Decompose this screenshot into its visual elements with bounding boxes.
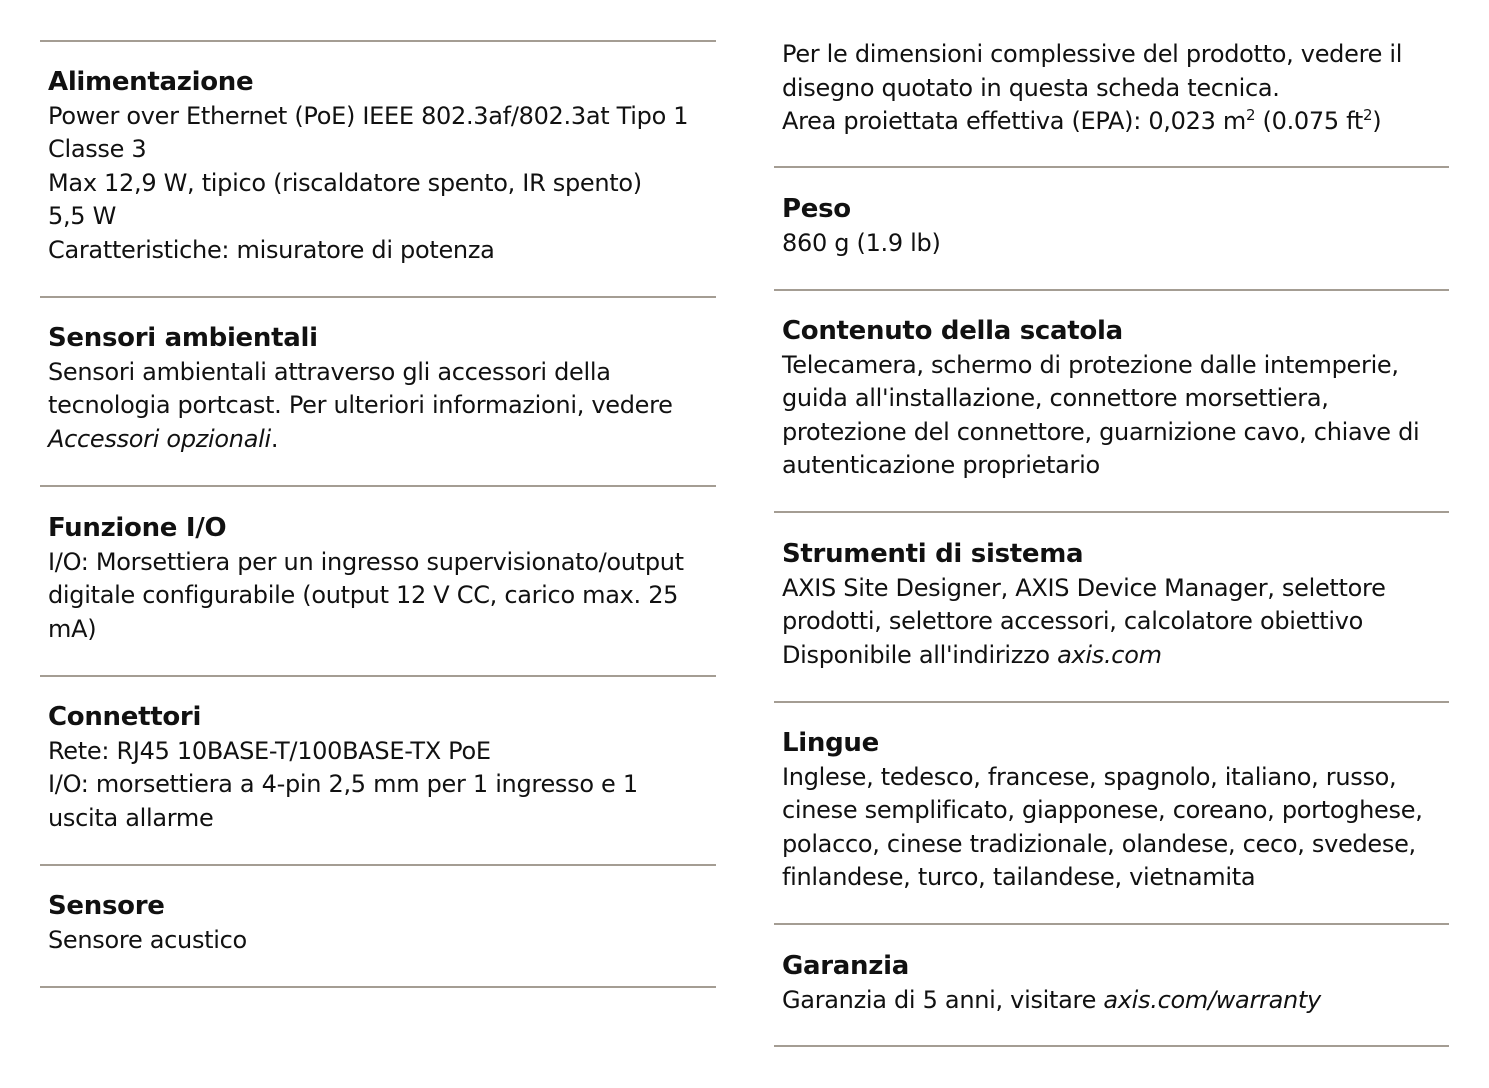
section-lingue	[782, 727, 1449, 895]
epa-suffix: )	[1372, 107, 1382, 135]
spec-line: Power over Ethernet (PoE) IEEE 802.3af/802.3at Tipo 1	[48, 101, 689, 130]
accessori-opzionali-link[interactable]: Accessori opzionali	[48, 424, 271, 453]
section-divider	[40, 40, 716, 42]
section-divider	[40, 864, 716, 866]
spec-line: protezione del connettore, guarnizione cavo, chiave di	[782, 417, 1420, 446]
section-divider	[774, 166, 1449, 168]
spec-line: 860 g (1.9 lb)	[782, 228, 941, 257]
section-strumenti	[782, 538, 1449, 672]
superscript: 2	[1363, 106, 1373, 124]
section-divider	[774, 701, 1449, 703]
spec-line: tecnologia portcast. Per ulteriori informazioni, vedere	[48, 391, 673, 419]
section-heading: Sensore	[48, 891, 165, 921]
spec-line: Caratteristiche: misuratore di potenza	[48, 235, 495, 264]
spec-line: Rete: RJ45 10BASE-T/100BASE-TX PoE	[48, 736, 491, 765]
spec-line: polacco, cinese tradizionale, olandese, ceco, svedese,	[782, 829, 1416, 858]
section-funzione-io	[48, 512, 716, 646]
spec-line	[782, 984, 1449, 1018]
spec-line: I/O: morsettiera a 4-pin 2,5 mm per 1 ingresso e 1	[48, 770, 638, 798]
section-heading: Garanzia	[782, 951, 909, 981]
section-heading: Sensori ambientali	[48, 323, 318, 353]
spec-line: digitale configurabile (output 12 V CC, carico max. 25	[48, 581, 679, 609]
spec-line	[782, 639, 1449, 673]
spec-line: uscita allarme	[48, 803, 214, 832]
spec-line: cinese semplificato, giapponese, coreano, portoghese,	[782, 796, 1423, 824]
section-divider	[774, 1045, 1449, 1047]
superscript: 2	[1245, 106, 1256, 124]
section-divider	[40, 675, 716, 677]
availability-prefix: Disponibile all'indirizzo	[782, 640, 1058, 669]
spec-line: Telecamera, schermo di protezione dalle intemperie,	[782, 350, 1399, 379]
section-heading: Contenuto della scatola	[782, 316, 1123, 346]
spec-line: mA)	[48, 614, 97, 643]
warranty-link[interactable]: axis.com/warranty	[1103, 985, 1321, 1014]
epa-middle: (0.075 ft	[1255, 107, 1363, 135]
section-heading: Funzione I/O	[48, 513, 227, 543]
section-sensore	[48, 890, 716, 957]
spec-line: autenticazione proprietario	[782, 451, 1100, 479]
spec-line: Sensore acustico	[48, 925, 247, 954]
section-peso	[782, 193, 1449, 260]
spec-line: Inglese, tedesco, francese, spagnolo, italiano, russo,	[782, 762, 1397, 791]
section-divider	[40, 986, 716, 988]
link-suffix: .	[270, 424, 279, 453]
spec-line: disegno quotato in questa scheda tecnica.	[782, 73, 1280, 102]
section-heading: Connettori	[48, 702, 202, 732]
section-divider	[40, 296, 716, 298]
axis-com-link[interactable]: axis.com	[1057, 640, 1162, 669]
spec-line: guida all'installazione, connettore morsettiera,	[782, 384, 1329, 412]
spec-line	[48, 423, 716, 457]
spec-line: Classe 3	[48, 135, 147, 163]
section-connettori	[48, 701, 716, 835]
section-divider	[774, 289, 1449, 291]
section-divider	[774, 511, 1449, 513]
spec-line: Per le dimensioni complessive del prodotto, vedere il	[782, 40, 1403, 68]
section-divider	[774, 923, 1449, 925]
spec-line: I/O: Morsettiera per un ingresso supervisionato/output	[48, 547, 684, 576]
spec-line: 5,5 W	[48, 202, 117, 230]
section-dimensioni	[782, 38, 1449, 139]
section-heading: Peso	[782, 194, 851, 224]
epa-line	[782, 105, 1449, 139]
section-contenuto	[782, 315, 1449, 483]
spec-line: AXIS Site Designer, AXIS Device Manager, selettore	[782, 573, 1386, 602]
epa-prefix: Area proiettata effettiva (EPA): 0,023 m	[782, 107, 1246, 135]
section-alimentazione	[48, 66, 716, 267]
spec-line: finlandese, turco, tailandese, vietnamita	[782, 863, 1256, 891]
spec-line: Max 12,9 W, tipico (riscaldatore spento, IR spento)	[48, 168, 642, 197]
warranty-prefix: Garanzia di 5 anni, visitare	[782, 985, 1104, 1014]
spec-line: prodotti, selettore accessori, calcolatore obiettivo	[782, 607, 1363, 635]
spec-line: Sensori ambientali attraverso gli accessori della	[48, 357, 611, 386]
section-heading: Lingue	[782, 728, 879, 758]
section-divider	[40, 485, 716, 487]
section-heading: Strumenti di sistema	[782, 539, 1084, 569]
section-garanzia	[782, 950, 1449, 1017]
section-sensori-ambientali	[48, 322, 716, 456]
section-heading: Alimentazione	[48, 67, 254, 97]
